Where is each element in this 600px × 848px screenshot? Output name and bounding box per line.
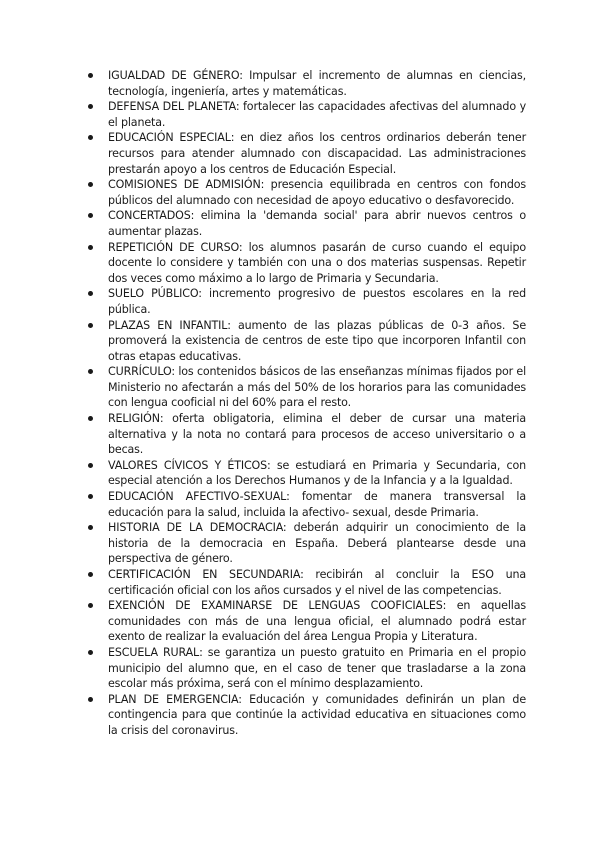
- bullet-icon: [88, 525, 93, 530]
- list-item: [86, 520, 526, 567]
- list-item-text: IGUALDAD DE GÉNERO: Impulsar el incremento de alumnas en ciencias, tecnología, ingeniería, artes y matemáticas.: [108, 69, 526, 98]
- list-item: [86, 130, 526, 177]
- list-item-text: ESCUELA RURAL: se garantiza un puesto gratuito en Primaria en el propio municipio del alumno que, en el caso de tener que trasladarse a la zona escolar más próxima, será con el mínimo desplazamiento.: [108, 645, 526, 691]
- list-item: [86, 177, 526, 208]
- list-item: [86, 364, 526, 411]
- bullet-icon: [88, 603, 93, 608]
- bullet-icon: [88, 572, 93, 577]
- list-item-text: RELIGIÓN: oferta obligatoria, elimina el deber de cursar una materia alternativa y la nota no contará para procesos de acceso universitario o a becas.: [108, 412, 526, 457]
- list-item: [86, 598, 526, 645]
- list-item-text: EDUCACIÓN ESPECIAL: en diez años los centros ordinarios deberán tener recursos para atender alumnado con discapacidad. Las administraciones prestarán apoyo a los centros de Educación Especial.: [108, 131, 526, 176]
- list-item-text: CURRÍCULO: los contenidos básicos de las enseñanzas mínimas fijados por el Ministerio no afectarán a más del 50% de los horarios para las comunidades con lengua cooficial ni del 60% para el resto.: [108, 365, 526, 410]
- list-item-text: REPETICIÓN DE CURSO: los alumnos pasarán de curso cuando el equipo docente lo considere y también con una o dos materias suspensas. Repetir dos veces como máximo a lo largo de Primaria y Secundaria.: [108, 240, 526, 285]
- list-item-text: PLAZAS EN INFANTIL: aumento de las plazas públicas de 0-3 años. Se promoverá la existencia de centros de este tipo que incorporen Infantil con otras etapas educativas.: [108, 318, 526, 363]
- list-item-text: PLAN DE EMERGENCIA: Educación y comunidades definirán un plan de contingencia para que continúe la actividad educativa en situaciones como la crisis del coronavirus.: [108, 692, 526, 737]
- bullet-icon: [88, 494, 93, 499]
- list-item: [86, 692, 526, 739]
- bullet-list: [86, 68, 526, 739]
- list-item: [86, 411, 526, 458]
- bullet-icon: [88, 416, 93, 421]
- list-item: [86, 286, 526, 317]
- list-item: [86, 99, 526, 130]
- bullet-icon: [88, 323, 93, 328]
- bullet-icon: [88, 650, 93, 655]
- bullet-icon: [88, 104, 93, 109]
- list-item-text: COMISIONES DE ADMISIÓN: presencia equilibrada en centros con fondos públicos del alumnado con necesidad de apoyo educativo o desfavorecido.: [108, 178, 526, 207]
- bullet-icon: [88, 213, 93, 218]
- bullet-icon: [88, 135, 93, 140]
- list-item-text: EDUCACIÓN AFECTIVO-SEXUAL: fomentar de manera transversal la educación para la salud, incluida la afectivo- sexual, desde Primaria.: [108, 490, 526, 519]
- list-item: [86, 567, 526, 598]
- list-item: [86, 318, 526, 365]
- list-item-text: EXENCIÓN DE EXAMINARSE DE LENGUAS COOFICIALES: en aquellas comunidades con más de una lengua oficial, el alumnado podrá estar exento de realizar la evaluación del área Lengua Propia y Literatura.: [108, 599, 526, 644]
- list-item-text: CONCERTADOS: elimina la 'demanda social' para abrir nuevos centros o aumentar plazas.: [108, 209, 526, 238]
- bullet-icon: [88, 245, 93, 250]
- list-item-text: VALORES CÍVICOS Y ÉTICOS: se estudiará en Primaria y Secundaria, con especial atención a los Derechos Humanos y de la Infancia y a la Igualdad.: [108, 458, 526, 488]
- list-item: [86, 240, 526, 287]
- list-item-text: HISTORIA DE LA DEMOCRACIA: deberán adquirir un conocimiento de la historia de la democracia en España. Deberá plantearse desde una perspectiva de género.: [108, 521, 526, 566]
- list-item: [86, 458, 526, 489]
- list-item: [86, 645, 526, 692]
- bullet-icon: [88, 73, 93, 78]
- list-item: [86, 68, 526, 99]
- list-item: [86, 208, 526, 239]
- list-item: [86, 489, 526, 520]
- list-item-text: DEFENSA DEL PLANETA: fortalecer las capacidades afectivas del alumnado y el planeta.: [108, 100, 526, 129]
- list-item-text: CERTIFICACIÓN EN SECUNDARIA: recibirán al concluir la ESO una certificación oficial con los años cursados y el nivel de las competencias.: [108, 568, 526, 597]
- list-item-text: SUELO PÚBLICO: incremento progresivo de puestos escolares en la red pública.: [108, 287, 526, 316]
- bullet-icon: [88, 369, 93, 374]
- bullet-icon: [88, 697, 93, 702]
- bullet-icon: [88, 182, 93, 187]
- bullet-icon: [88, 463, 93, 468]
- bullet-icon: [88, 291, 93, 296]
